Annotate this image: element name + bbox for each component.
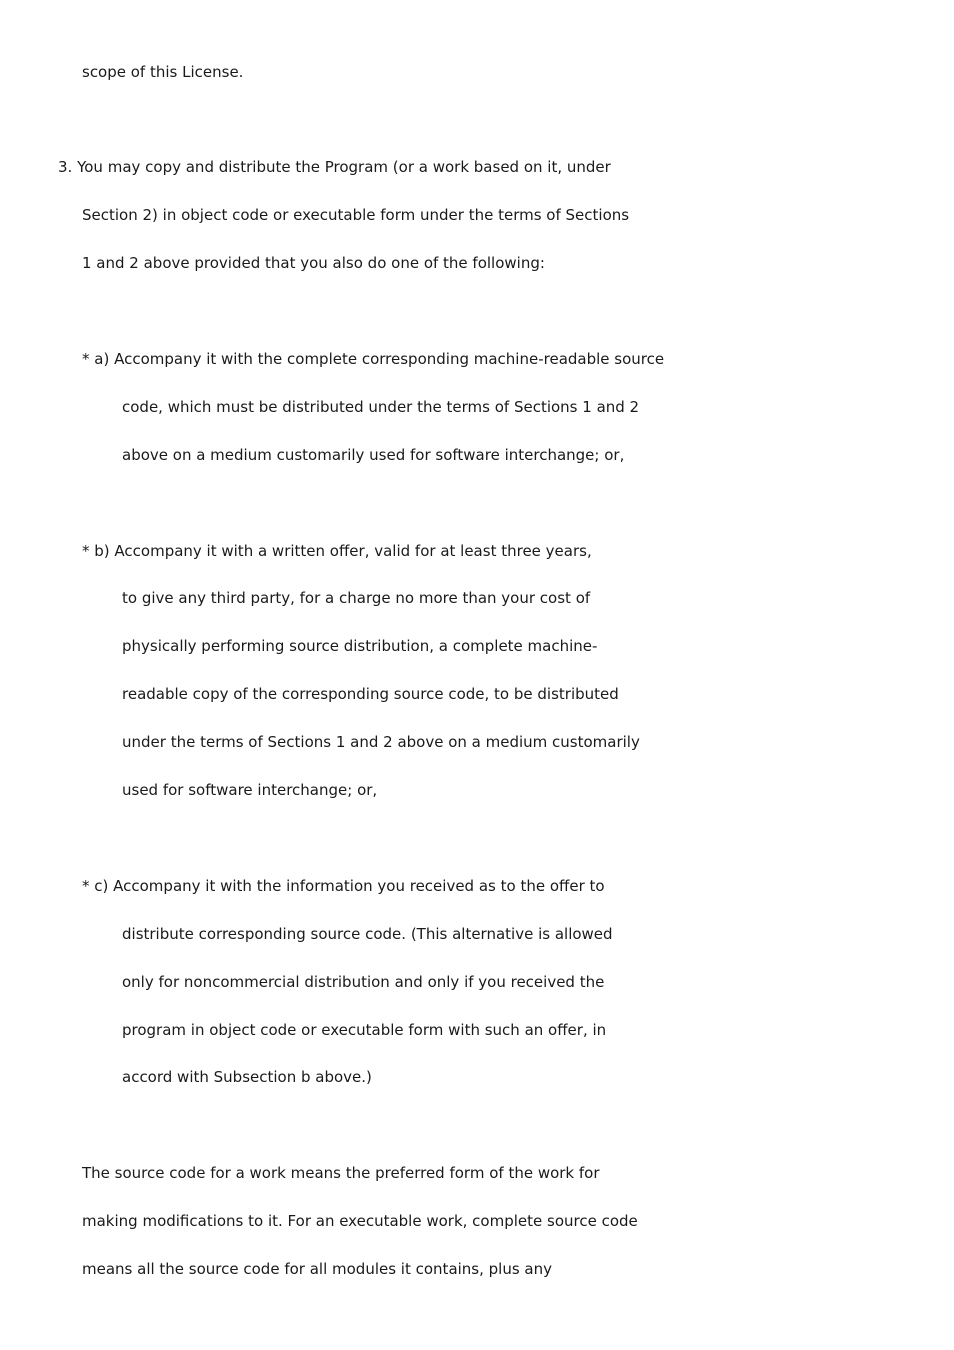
text-line: Section 2) in object code or executable form under the terms of Sections <box>82 206 630 224</box>
text-line: * a) Accompany it with the complete corresponding machine-readable source <box>82 350 665 368</box>
text-line: means all the source code for all modules it contains, plus any <box>82 1260 553 1278</box>
continuation-line: scope of this License. <box>82 63 244 81</box>
text-line: program in object code or executable form with such an offer, in <box>122 1021 607 1039</box>
text-line: to give any third party, for a charge no more than your cost of <box>122 589 591 607</box>
text-line: under the terms of Sections 1 and 2 above on a medium customarily <box>122 733 640 751</box>
text-line: readable copy of the corresponding source code, to be distributed <box>122 685 619 703</box>
text-line: * b) Accompany it with a written offer, valid for at least three years, <box>82 542 592 560</box>
text-line: above on a medium customarily used for software interchange; or, <box>122 446 625 464</box>
text-line: physically performing source distribution, a complete machine- <box>122 637 598 655</box>
text-line: used for software interchange; or, <box>122 781 378 799</box>
text-line: only for noncommercial distribution and only if you received the <box>122 973 605 991</box>
text-line: 3. You may copy and distribute the Program (or a work based on it, under <box>58 158 611 176</box>
text-line: making modifications to it. For an executable work, complete source code <box>82 1212 638 1230</box>
text-line: 1 and 2 above provided that you also do one of the following: <box>82 254 545 272</box>
text-line: distribute corresponding source code. (This alternative is allowed <box>122 925 613 943</box>
text-line: accord with Subsection b above.) <box>122 1068 372 1086</box>
text-line: code, which must be distributed under the terms of Sections 1 and 2 <box>122 398 640 416</box>
text-line: The source code for a work means the preferred form of the work for <box>82 1164 600 1182</box>
text-line: * c) Accompany it with the information you received as to the offer to <box>82 877 605 895</box>
